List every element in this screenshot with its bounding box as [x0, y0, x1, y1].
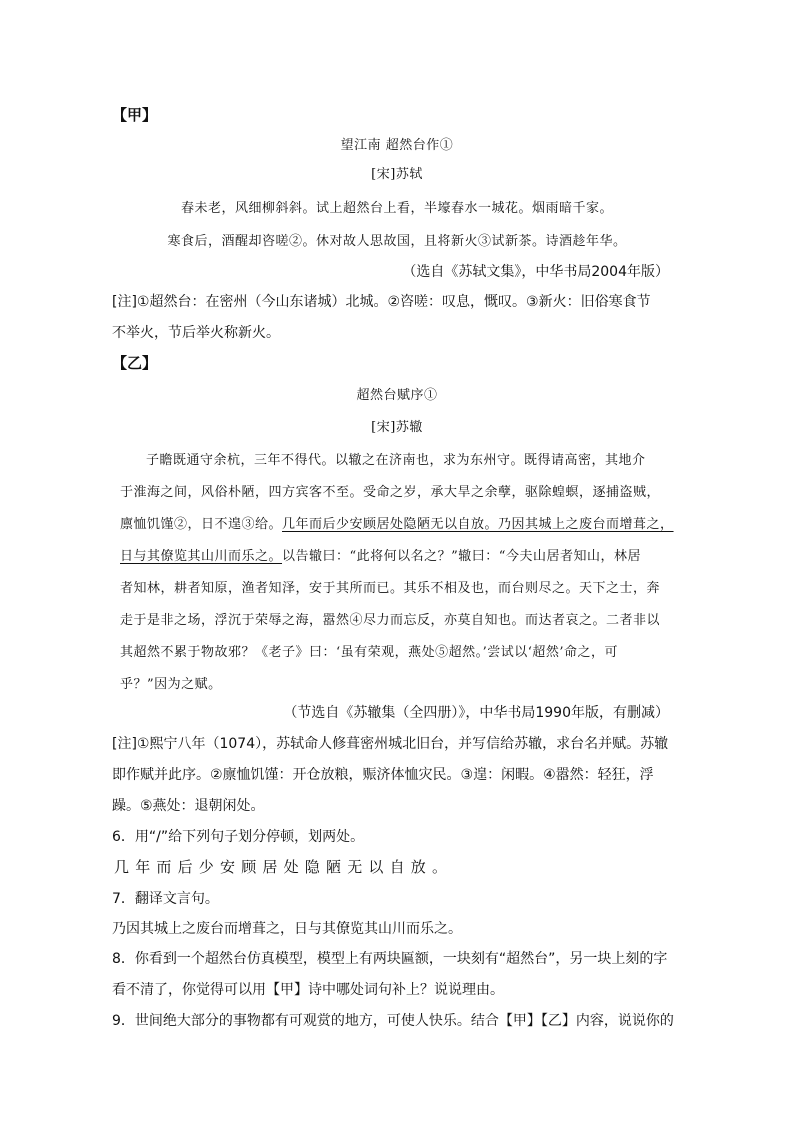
question-6-sentence: 几年而后少安顾居处隐陋无以自放。 [114, 858, 454, 876]
prose-line-7: 其超然不累于物故邪？《老子》曰：‘虽有荣观，燕处⑤超然。’尝试以‘超然’命之，可 [120, 645, 619, 660]
question-7-sentence: 乃因其城上之废台而增葺之，日与其僚览其山川而乐之。 [112, 921, 462, 937]
prose-source: （节选自《苏辙集（全四册）》，中华书局1990年版，有删减） [283, 705, 669, 721]
prose-line-4 [120, 545, 641, 564]
prose-line-2: 于淮海之间，风俗朴陋，四方宾客不至。受命之岁，承大旱之余孽，驱除蝗螟，逐捕盗贼， [120, 485, 661, 500]
prose-title: 超然台赋序① [356, 388, 438, 403]
underlined-sentence-part-1: 几年而后少安顾居处隐陋无以自放。乃因其城上之废台而增葺之， [282, 517, 674, 532]
poem-title: 望江南 超然台作① [340, 138, 454, 153]
prose-note-line-3: 躁。⑤燕处：退朝闲处。 [112, 798, 265, 814]
poem-note-line-1: [注]①超然台：在密州（今山东诸城）北城。②咨嗟：叹息，慨叹。③新火：旧俗寒食节 [112, 294, 651, 310]
prose-note-line-1: [注]①熙宁八年（1074），苏轼命人修葺密州城北旧台，并写信给苏辙，求台名并赋。苏辙 [112, 736, 669, 752]
prose-line-4-rest: 以告辙曰：“此将何以名之？”辙曰：“今夫山居者知山，林居 [282, 549, 641, 564]
question-9-line-1: 9．世间绝大部分的事物都有可观赏的地方，可使人快乐。结合【甲】【乙】内容，说说你的 [112, 1013, 674, 1029]
poem-note-line-2: 不举火，节后举火称新火。 [112, 325, 280, 341]
question-8-line-1: 8．你看到一个超然台仿真模型，模型上有两块匾额，一块刻有“超然台”，另一块上刻的字 [112, 951, 668, 967]
prose-line-3-start: 廪恤饥馑②，日不遑③给。 [120, 517, 283, 532]
prose-author: [宋]苏辙 [371, 420, 423, 435]
poem-author: [宋]苏轼 [371, 167, 423, 182]
poem-line-2: 寒食后，酒醒却咨嗟②。休对故人思故国，且将新火③试新茶。诗酒趁年华。 [167, 234, 627, 249]
prose-line-1: 子瞻既通守余杭，三年不得代。以辙之在济南也，求为东州守。既得请高密，其地介 [146, 453, 646, 468]
poem-source: （选自《苏轼文集》，中华书局2004年版） [402, 264, 669, 280]
prose-line-6: 走于是非之场，浮沉于荣辱之海，嚣然④尽力而忘反，亦莫自知也。而达者哀之。二者非以 [120, 613, 661, 628]
question-8-line-2: 看不清了，你觉得可以用【甲】诗中哪处词句补上？说说理由。 [112, 982, 504, 998]
prose-line-5: 者知林，耕者知原，渔者知泽，安于其所而已。其乐不相及也，而台则尽之。天下之士，奔 [120, 581, 661, 596]
prose-line-3 [120, 513, 674, 532]
question-6: 6．用“/”给下列句子划分停顿，划两处。 [112, 829, 365, 845]
section-label-jia: 【甲】 [112, 106, 158, 124]
section-label-yi: 【乙】 [112, 354, 158, 372]
poem-line-1: 春未老，风细柳斜斜。试上超然台上看，半壕春水一城花。烟雨暗千家。 [180, 201, 613, 216]
question-7: 7．翻译文言句。 [112, 891, 219, 907]
prose-note-line-2: 即作赋并此序。②廪恤饥馑：开仓放粮，赈济体恤灾民。③遑：闲暇。④嚣然：轻狂，浮 [112, 767, 654, 783]
prose-line-8: 乎？”因为之赋。 [120, 677, 222, 692]
underlined-sentence-part-2: 日与其僚览其山川而乐之。 [120, 549, 283, 564]
